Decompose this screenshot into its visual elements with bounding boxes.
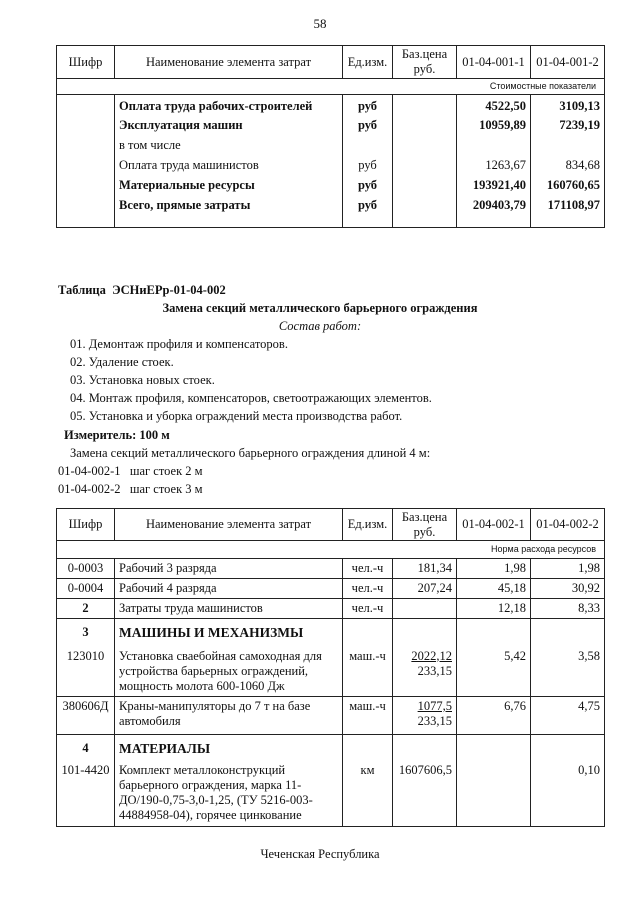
resource-table <box>56 508 605 827</box>
row-name: Всего, прямые затраты <box>115 195 343 228</box>
machine-price: 2022,12 <box>411 648 452 663</box>
material-code: 101-4420 <box>57 761 115 827</box>
material-v2: 0,10 <box>531 761 605 827</box>
work-item: 04. Монтаж профиля, компенсаторов, светоотражающих элементов. <box>70 391 432 405</box>
labor-code: 0-0004 <box>57 579 115 599</box>
row-unit: руб <box>343 95 393 115</box>
section-code: 4 <box>57 735 115 761</box>
machine-name: Установка сваебойная самоходная для устройства барьерных ограждений, мощность молота 600-1060 Дж <box>115 647 343 697</box>
header-unit: Ед.изм. <box>343 46 393 79</box>
labor-v1: 45,18 <box>457 579 531 599</box>
row-v1: 10959,89 <box>457 115 531 135</box>
machine-unit: маш.-ч <box>343 647 393 697</box>
machine-v2: 3,58 <box>531 647 605 697</box>
variant-text: шаг стоек 3 м <box>129 482 203 496</box>
labor-unit: чел.-ч <box>343 559 393 579</box>
machine-price-2: 233,15 <box>417 714 452 728</box>
labor-v1: 12,18 <box>457 599 531 619</box>
section-title: МАШИНЫ И МЕХАНИЗМЫ <box>115 619 343 647</box>
row-unit: руб <box>343 115 393 135</box>
machine-v1: 5,42 <box>457 647 531 697</box>
header-col2: 01-04-002-2 <box>531 509 605 541</box>
header-col2: 01-04-001-2 <box>531 46 605 79</box>
footer: Чеченская Республика <box>260 847 380 861</box>
row-unit: руб <box>343 195 393 228</box>
row-v2: 834,68 <box>531 155 605 175</box>
material-unit: км <box>343 761 393 827</box>
variant-2 <box>58 482 203 497</box>
header-col1: 01-04-001-1 <box>457 46 531 79</box>
machine-name: Краны-манипуляторы до 7 т на базе автомобиля <box>115 697 343 735</box>
row-name: Оплата труда рабочих-строителей <box>115 95 343 115</box>
labor-price: 207,24 <box>393 579 457 599</box>
table-label: Таблица ЭСНиЕРр-01-04-002 <box>58 283 226 297</box>
row-v1: 209403,79 <box>457 195 531 228</box>
labor-v1: 1,98 <box>457 559 531 579</box>
machine-price: 1077,5 <box>417 699 452 713</box>
row-v2: 3109,13 <box>531 95 605 115</box>
row-v2: 7239,19 <box>531 115 605 135</box>
machine-price-2: 233,15 <box>417 663 452 678</box>
row-unit: руб <box>343 155 393 175</box>
variant-code: 01-04-002-2 <box>58 482 121 496</box>
row-v1: 4522,50 <box>457 95 531 115</box>
header-unit: Ед.изм. <box>343 509 393 541</box>
machine-v2: 4,75 <box>531 697 605 735</box>
row-name: Оплата труда машинистов <box>115 155 343 175</box>
row-name: Материальные ресурсы <box>115 175 343 195</box>
header-base-price: Баз.цена руб. <box>393 46 457 79</box>
variant-code: 01-04-002-1 <box>58 464 121 478</box>
machine-v1: 6,76 <box>457 697 531 735</box>
header-col1: 01-04-002-1 <box>457 509 531 541</box>
header-base-price: Баз.цена руб. <box>393 509 457 541</box>
meter: Измеритель: 100 м <box>64 428 170 442</box>
labor-v2: 8,33 <box>531 599 605 619</box>
labor-name: Рабочий 3 разряда <box>115 559 343 579</box>
variant-1 <box>58 464 203 479</box>
header-name: Наименование элемента затрат <box>115 509 343 541</box>
description: Замена секций металлического барьерного ограждения длиной 4 м: <box>70 446 431 460</box>
machine-code: 380606Д <box>57 697 115 735</box>
subheader: Стоимостные показатели <box>57 79 605 95</box>
machine-unit: маш.-ч <box>343 697 393 735</box>
section-code: 3 <box>57 619 115 647</box>
labor-name: Рабочий 4 разряда <box>115 579 343 599</box>
work-item: 05. Установка и уборка ограждений места производства работ. <box>70 409 403 423</box>
machine-code: 123010 <box>57 647 115 697</box>
row-v2: 160760,65 <box>531 175 605 195</box>
work-item: 03. Установка новых стоек. <box>70 373 215 387</box>
variant-text: шаг стоек 2 м <box>129 464 203 478</box>
labor-v2: 1,98 <box>531 559 605 579</box>
subheader: Норма расхода ресурсов <box>57 541 605 559</box>
cost-table <box>56 45 605 228</box>
labor-price: 181,34 <box>393 559 457 579</box>
header-name: Наименование элемента затрат <box>115 46 343 79</box>
row-v1: 1263,67 <box>457 155 531 175</box>
labor-name: Затраты труда машинистов <box>115 599 343 619</box>
header-code: Шифр <box>57 46 115 79</box>
labor-code: 2 <box>57 599 115 619</box>
composition-title: Состав работ: <box>278 319 362 333</box>
labor-v2: 30,92 <box>531 579 605 599</box>
work-item: 01. Демонтаж профиля и компенсаторов. <box>70 337 288 351</box>
labor-code: 0-0003 <box>57 559 115 579</box>
material-v1 <box>457 761 531 827</box>
row-v2: 171108,97 <box>531 195 605 228</box>
labor-unit: чел.-ч <box>343 599 393 619</box>
page-number: 58 <box>313 16 327 31</box>
section-title: МАТЕРИАЛЫ <box>115 735 343 761</box>
row-v1: 193921,40 <box>457 175 531 195</box>
section-title: Замена секций металлического барьерного ограждения <box>162 301 478 315</box>
work-item: 02. Удаление стоек. <box>70 355 174 369</box>
header-code: Шифр <box>57 509 115 541</box>
row-name: в том числе <box>115 135 343 155</box>
row-name: Эксплуатация машин <box>115 115 343 135</box>
material-name: Комплект металлоконструкций барьерного ограждения, марка 11-ДО/190-0,75-3,0-1,25, (ТУ 5216-003-44884958-04), горячее цинкование <box>115 761 343 827</box>
labor-unit: чел.-ч <box>343 579 393 599</box>
row-unit: руб <box>343 175 393 195</box>
material-price: 1607606,5 <box>393 761 457 827</box>
